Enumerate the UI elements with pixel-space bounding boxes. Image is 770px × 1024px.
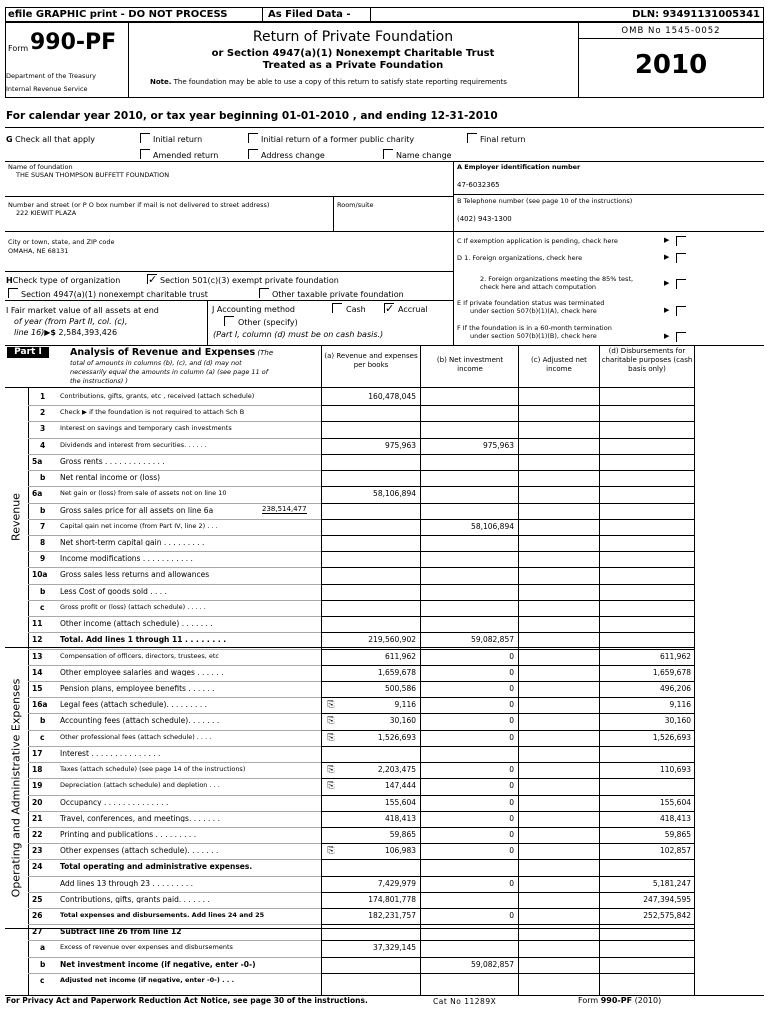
row-divider [28, 843, 321, 844]
line-number: 9 [40, 554, 46, 564]
amount-d: 611,962 [659, 651, 691, 661]
line-label: Pension plans, employee benefits . . . . . . [60, 684, 215, 693]
line-number: b [40, 716, 46, 726]
row-divider [28, 957, 321, 958]
line-label: Interest on savings and temporary cash investments [60, 425, 232, 432]
row-divider [321, 616, 694, 617]
line-label: Net investment income (if negative, enter -0-) [60, 960, 256, 969]
line-number: 11 [32, 619, 43, 629]
amount-a: 418,413 [384, 813, 416, 823]
g-label: G Check all that apply [6, 135, 95, 144]
omb-number: OMB No 1545-0052 [621, 26, 721, 36]
amount-b: 0 [509, 813, 514, 823]
street-label: Number and street (or P O box number if mail is not delivered to street address) [8, 201, 270, 209]
row-divider [321, 730, 694, 731]
amount-a: 500,586 [384, 683, 416, 693]
row-divider [321, 649, 694, 650]
amount-b: 0 [509, 846, 514, 856]
line-number: 7 [40, 521, 46, 531]
row-divider [28, 762, 321, 763]
col-a-header: (a) Revenue and expenses per books [324, 352, 418, 369]
amount-b: 0 [509, 797, 514, 807]
row-divider [321, 811, 694, 812]
row-divider [321, 421, 694, 422]
amount-a: 611,962 [384, 651, 416, 661]
expenses-side-label: Operating and Administrative Expenses [9, 678, 23, 897]
amount-b: 0 [509, 732, 514, 742]
amount-b: 59,082,857 [471, 635, 514, 645]
line-label: Contributions, gifts, grants paid. . . . . . . [60, 895, 210, 904]
amount-a: 30,160 [389, 716, 416, 726]
j-label: J Accounting method [212, 305, 296, 314]
amount-a: 58,106,894 [373, 489, 416, 499]
row-divider [321, 454, 694, 455]
line-label: Gross sales price for all assets on line 6a [60, 506, 214, 515]
amount-b: 58,106,894 [471, 521, 514, 531]
c-checkbox[interactable] [676, 236, 686, 246]
j-note: (Part I, column (d) must be on cash basis.) [213, 330, 384, 339]
attachment-icon[interactable]: ⎘ [327, 846, 335, 857]
row-divider [321, 486, 694, 487]
line-number: 16a [32, 700, 48, 710]
line-number: 6a [32, 489, 43, 499]
row-divider [28, 681, 321, 682]
row-divider [321, 924, 694, 925]
privacy-notice: For Privacy Act and Paperwork Reduction Act Notice, see page 30 of the instructions. [6, 996, 368, 1005]
line-number: 27 [32, 927, 43, 937]
line-label: Check ▶ if the foundation is not required to attach Sch B [60, 409, 245, 416]
line-number: a [40, 943, 46, 953]
h-label: HCheck type of organization [6, 276, 121, 285]
row-divider [28, 503, 321, 504]
line-number: 3 [40, 424, 46, 434]
tax-year: 2010 [634, 50, 708, 80]
amount-a: 106,983 [384, 846, 416, 856]
amended-return-label: Amended return [153, 151, 219, 160]
other-taxable-checkbox[interactable] [259, 288, 269, 298]
row-divider [321, 519, 694, 520]
amount-a: 219,560,902 [368, 635, 416, 645]
other-method-checkbox[interactable] [224, 316, 234, 326]
attachment-icon[interactable]: ⎘ [327, 765, 335, 776]
dln-label: DLN: 93491131005341 [632, 9, 760, 20]
line-label: Income modifications . . . . . . . . . . . [60, 555, 193, 563]
amount-a: 174,801,778 [368, 894, 416, 904]
row-divider [321, 827, 694, 828]
d2-label-1: 2. Foreign organizations meeting the 85% test, [480, 275, 634, 283]
form-number: 990-PF [30, 30, 117, 55]
row-divider [28, 584, 321, 585]
amount-a: 155,604 [384, 797, 416, 807]
line-label: Gross sales less returns and allowances [60, 571, 210, 579]
line-label: Dividends and interest from securities. . . . . . [60, 441, 207, 449]
initial-return-label: Initial return [153, 135, 203, 144]
trust-checkbox[interactable] [8, 288, 18, 298]
line-label: Depreciation (attach schedule) and depletion . . . [60, 782, 220, 789]
d2-label-2: check here and attach computation [480, 283, 597, 291]
row-divider [28, 795, 321, 796]
amount-d: 9,116 [669, 700, 691, 710]
line-number: 8 [40, 537, 46, 547]
line-label: Net short-term capital gain . . . . . . . . . [60, 538, 205, 547]
row-divider [321, 843, 694, 844]
row-divider [28, 697, 321, 698]
c3-label: Section 501(c)(3) exempt private foundation [160, 276, 339, 285]
amount-d: 1,659,678 [652, 667, 691, 677]
row-divider [28, 470, 321, 471]
line-label: Accounting fees (attach schedule). . . . . . . [60, 717, 220, 725]
row-divider [28, 940, 321, 941]
amount-d: 155,604 [659, 797, 691, 807]
line-number: b [40, 586, 46, 596]
amount-b: 0 [509, 878, 514, 888]
col-c-header: (c) Adjusted net income [531, 356, 587, 373]
inline-value: 238,514,477 [262, 504, 307, 513]
f-label-1: F If the foundation is in a 60-month termination [457, 324, 612, 332]
row-divider [28, 876, 321, 877]
amount-d: 1,526,693 [652, 732, 691, 742]
d1-checkbox[interactable] [676, 253, 686, 263]
row-divider [28, 778, 321, 779]
e-checkbox[interactable] [676, 306, 686, 316]
row-divider [321, 859, 694, 860]
address-change-label: Address change [261, 151, 325, 160]
line-label: Occupancy . . . . . . . . . . . . . . [60, 798, 169, 806]
amount-d: 110,693 [659, 765, 691, 775]
part-one-desc-1: total of amounts in columns (b), (c), and (d) may not [70, 359, 242, 367]
form-note: Note. The foundation may be able to use a copy of this return to satisfy state reporting requirements [150, 78, 507, 86]
line-label: Total expenses and disbursements. Add lines 24 and 25 [60, 912, 265, 919]
row-divider [28, 600, 321, 601]
filed-label: As Filed Data - [268, 9, 351, 20]
row-divider [28, 665, 321, 666]
amount-b: 0 [509, 765, 514, 775]
final-return-label: Final return [480, 135, 526, 144]
amount-a: 975,963 [384, 440, 416, 450]
row-divider [321, 405, 694, 406]
row-divider [28, 892, 321, 893]
row-divider [321, 940, 694, 941]
i-label-1: I Fair market value of all assets at end [6, 306, 159, 315]
row-divider [28, 811, 321, 812]
line-number: 14 [32, 667, 43, 677]
line-label: Compensation of officers, directors, trustees, etc [60, 652, 219, 660]
line-number: 5a [32, 456, 43, 466]
row-divider [28, 535, 321, 536]
amount-d: 102,857 [659, 846, 691, 856]
irs-label: Internal Revenue Service [6, 85, 88, 93]
e-label-2: under section 507(b)(1)(A), check here [470, 307, 597, 315]
row-divider [321, 535, 694, 536]
row-divider [321, 713, 694, 714]
form-word: Form [8, 44, 29, 53]
e-label-1: E If private foundation status was terminated [457, 299, 605, 307]
line-number: 18 [32, 765, 43, 775]
name-label: Name of foundation [8, 163, 73, 171]
cash-label: Cash [346, 305, 366, 314]
amount-b: 0 [509, 667, 514, 677]
amount-a: 182,231,757 [368, 911, 416, 921]
line-number: 4 [40, 440, 46, 450]
amount-d: 496,206 [659, 683, 691, 693]
f-checkbox[interactable] [676, 332, 686, 342]
line-label: Other professional fees (attach schedule) . . . . [60, 733, 212, 741]
final-return-checkbox[interactable] [467, 133, 477, 143]
d1-label: D 1. Foreign organizations, check here [457, 254, 583, 262]
row-divider [28, 632, 321, 633]
line-label: Printing and publications . . . . . . . . . [60, 830, 197, 839]
form-subtitle-1: or Section 4947(a)(1) Nonexempt Charitable Trust [211, 48, 495, 59]
line-label: Gross profit or (loss) (attach schedule) . . . . . [60, 603, 206, 611]
attachment-icon[interactable]: ⎘ [327, 732, 335, 743]
col-d-header: (d) Disbursements for charitable purposes (cash basis only) [601, 347, 693, 373]
col-b-header: (b) Net investment income [436, 356, 504, 373]
line-label: Add lines 13 through 23 . . . . . . . . . [60, 879, 193, 888]
line-label: Net gain or (loss) from sale of assets not on line 10 [60, 490, 227, 497]
line-number: 24 [32, 862, 43, 872]
row-divider [28, 438, 321, 439]
row-divider [28, 405, 321, 406]
line-label: Contributions, gifts, grants, etc , received (attach schedule) [60, 393, 255, 400]
row-divider [28, 924, 321, 925]
line-label: Taxes (attach schedule) (see page 14 of the instructions) [60, 766, 246, 773]
calendar-year-line: For calendar year 2010, or tax year beginning 01-01-2010 , and ending 12-31-2010 [6, 110, 498, 122]
row-divider [321, 503, 694, 504]
line-number: 10a [32, 570, 48, 580]
row-divider [28, 730, 321, 731]
row-divider [321, 795, 694, 796]
name-change-checkbox[interactable] [383, 149, 393, 159]
other-taxable-label: Other taxable private foundation [272, 290, 404, 299]
row-divider [28, 746, 321, 747]
address-change-checkbox[interactable] [248, 149, 258, 159]
row-divider [321, 876, 694, 877]
row-divider [321, 697, 694, 698]
revenue-side-label: Revenue [9, 493, 23, 541]
foundation-name: THE SUSAN THOMPSON BUFFETT FOUNDATION [16, 171, 170, 179]
amount-b: 59,082,857 [471, 959, 514, 969]
row-divider [321, 681, 694, 682]
amount-d: 59,865 [664, 829, 691, 839]
attachment-icon[interactable]: ⎘ [327, 716, 335, 727]
row-divider [321, 551, 694, 552]
line-number: b [40, 959, 46, 969]
line-label: Other income (attach schedule) . . . . . . . [60, 620, 213, 628]
line-label: Capital gain net income (from Part IV, line 2) . . . [60, 522, 218, 530]
line-label: Other employee salaries and wages . . . . . . [60, 668, 224, 677]
attachment-icon[interactable]: ⎘ [327, 781, 335, 792]
amount-a: 37,329,145 [373, 943, 416, 953]
line-label: Adjusted net income (if negative, enter -0-) . . . [60, 976, 235, 984]
row-divider [321, 762, 694, 763]
line-label: Subtract line 26 from line 12 [60, 928, 182, 936]
cat-number: Cat No 11289X [433, 997, 497, 1006]
name-change-label: Name change [396, 151, 452, 160]
dept-label: Department of the Treasury [6, 72, 97, 80]
line-number: 22 [32, 829, 43, 839]
row-divider [321, 892, 694, 893]
line-number: 2 [40, 408, 46, 418]
i-label-2: of year (from Part II, col. (c), [14, 317, 128, 326]
other-method-label: Other (specify) [238, 318, 298, 327]
amount-d: 418,413 [659, 813, 691, 823]
amount-a: 7,429,979 [377, 878, 416, 888]
line-number: 17 [32, 748, 43, 758]
row-divider [321, 973, 694, 974]
line-label: Excess of revenue over expenses and disbursements [60, 944, 233, 951]
f-label-2: under section 507(b)(1)(B), check here [470, 332, 597, 340]
amount-a: 9,116 [394, 700, 416, 710]
amount-a: 59,865 [389, 829, 416, 839]
form-title: Return of Private Foundation [252, 29, 454, 45]
trust-label: Section 4947(a)(1) nonexempt charitable trust [21, 290, 208, 299]
row-divider [28, 551, 321, 552]
row-divider [321, 600, 694, 601]
form-subtitle-2: Treated as a Private Foundation [262, 60, 444, 71]
line-label: Travel, conferences, and meetings. . . . . . . [60, 814, 220, 823]
phone-value: (402) 943-1300 [457, 215, 512, 223]
amount-b: 0 [509, 716, 514, 726]
line-number: c [40, 732, 45, 742]
part-one-title: Analysis of Revenue and Expenses (The [70, 347, 274, 358]
line-label: Legal fees (attach schedule). . . . . . . . . [60, 701, 207, 709]
line-number: 20 [32, 797, 43, 807]
line-label: Net rental income or (loss) [60, 474, 161, 482]
line-label: Less Cost of goods sold . . . . [60, 587, 167, 596]
city-label: City or town, state, and ZIP code [8, 238, 115, 246]
accrual-checkbox[interactable]: ✓ [385, 302, 395, 315]
row-divider [321, 438, 694, 439]
line-number: 1 [40, 392, 46, 401]
amount-b: 0 [509, 651, 514, 661]
line-label: Gross rents . . . . . . . . . . . . . [60, 457, 165, 466]
row-divider [28, 859, 321, 860]
row-divider [28, 827, 321, 828]
row-divider [321, 470, 694, 471]
row-divider [28, 713, 321, 714]
amount-a: 1,659,678 [377, 667, 416, 677]
former-charity-label: Initial return of a former public charity [261, 135, 415, 144]
line-number: 26 [32, 911, 43, 921]
line-number: 25 [32, 894, 43, 904]
line-label: Total. Add lines 1 through 11 . . . . . . . . [60, 636, 227, 644]
amount-d: 5,181,247 [652, 878, 691, 888]
row-divider [28, 649, 321, 650]
amount-b: 975,963 [482, 440, 514, 450]
row-divider [321, 746, 694, 747]
efile-label: efile GRAPHIC print - DO NOT PROCESS [8, 9, 228, 20]
initial-return-checkbox[interactable] [140, 133, 150, 143]
line-label: Total operating and administrative expenses. [60, 863, 253, 871]
amount-b: 0 [509, 781, 514, 791]
row-divider [321, 908, 694, 909]
amount-a: 160,478,045 [368, 392, 416, 401]
city-value: OMAHA, NE 68131 [8, 247, 69, 255]
room-label: Room/suite [337, 201, 374, 209]
line-number: 13 [32, 651, 43, 661]
cash-checkbox[interactable] [332, 303, 342, 313]
d2-checkbox[interactable] [676, 279, 686, 289]
line-number: 23 [32, 846, 43, 856]
row-divider [28, 616, 321, 617]
row-divider [28, 454, 321, 455]
accrual-label: Accrual [398, 305, 428, 314]
row-divider [28, 486, 321, 487]
part-one-tag: Part I [7, 347, 49, 358]
line-number: b [40, 505, 46, 515]
ein-label: A Employer identification number [457, 163, 581, 171]
line-number: c [40, 602, 45, 612]
street-value: 222 KIEWIT PLAZA [16, 209, 77, 217]
amount-a: 1,526,693 [377, 732, 416, 742]
line-label: Other expenses (attach schedule). . . . . . . [60, 847, 219, 855]
amount-d: 30,160 [664, 716, 691, 726]
amount-b: 0 [509, 911, 514, 921]
row-divider [28, 973, 321, 974]
row-divider [28, 567, 321, 568]
amount-d: 247,394,595 [643, 894, 691, 904]
line-number: c [40, 975, 45, 985]
part-one-desc-3: the instructions) ) [70, 377, 128, 385]
footer-form: Form 990-PF (2010) [578, 996, 662, 1005]
row-divider [321, 584, 694, 585]
amount-d: 252,575,842 [643, 911, 691, 921]
i-label-3: line 16)▶$ 2,584,393,426 [14, 328, 118, 337]
row-divider [321, 567, 694, 568]
part-one-desc-2: necessarily equal the amounts in column (a) (see page 11 of [70, 368, 269, 376]
row-divider [28, 519, 321, 520]
former-charity-checkbox[interactable] [248, 133, 258, 143]
row-divider [321, 665, 694, 666]
row-divider [321, 632, 694, 633]
line-number: 12 [32, 635, 43, 645]
amount-a: 147,444 [384, 781, 416, 791]
line-label: Interest . . . . . . . . . . . . . . . [60, 749, 161, 758]
row-divider [321, 778, 694, 779]
ein-value: 47-6032365 [457, 181, 500, 189]
c-label: C If exemption application is pending, check here [457, 237, 618, 245]
line-number: 21 [32, 813, 43, 823]
row-divider [321, 957, 694, 958]
row-divider [28, 421, 321, 422]
amended-return-checkbox[interactable] [140, 149, 150, 159]
row-divider [28, 908, 321, 909]
phone-label: B Telephone number (see page 10 of the instructions) [457, 197, 633, 205]
attachment-icon[interactable]: ⎘ [327, 700, 335, 711]
line-number: 15 [32, 683, 43, 693]
amount-b: 0 [509, 829, 514, 839]
amount-b: 0 [509, 700, 514, 710]
amount-a: 2,203,475 [377, 765, 416, 775]
c3-checkbox[interactable]: ✓ [148, 273, 158, 286]
line-number: 19 [32, 781, 43, 791]
amount-b: 0 [509, 683, 514, 693]
line-number: b [40, 473, 46, 483]
